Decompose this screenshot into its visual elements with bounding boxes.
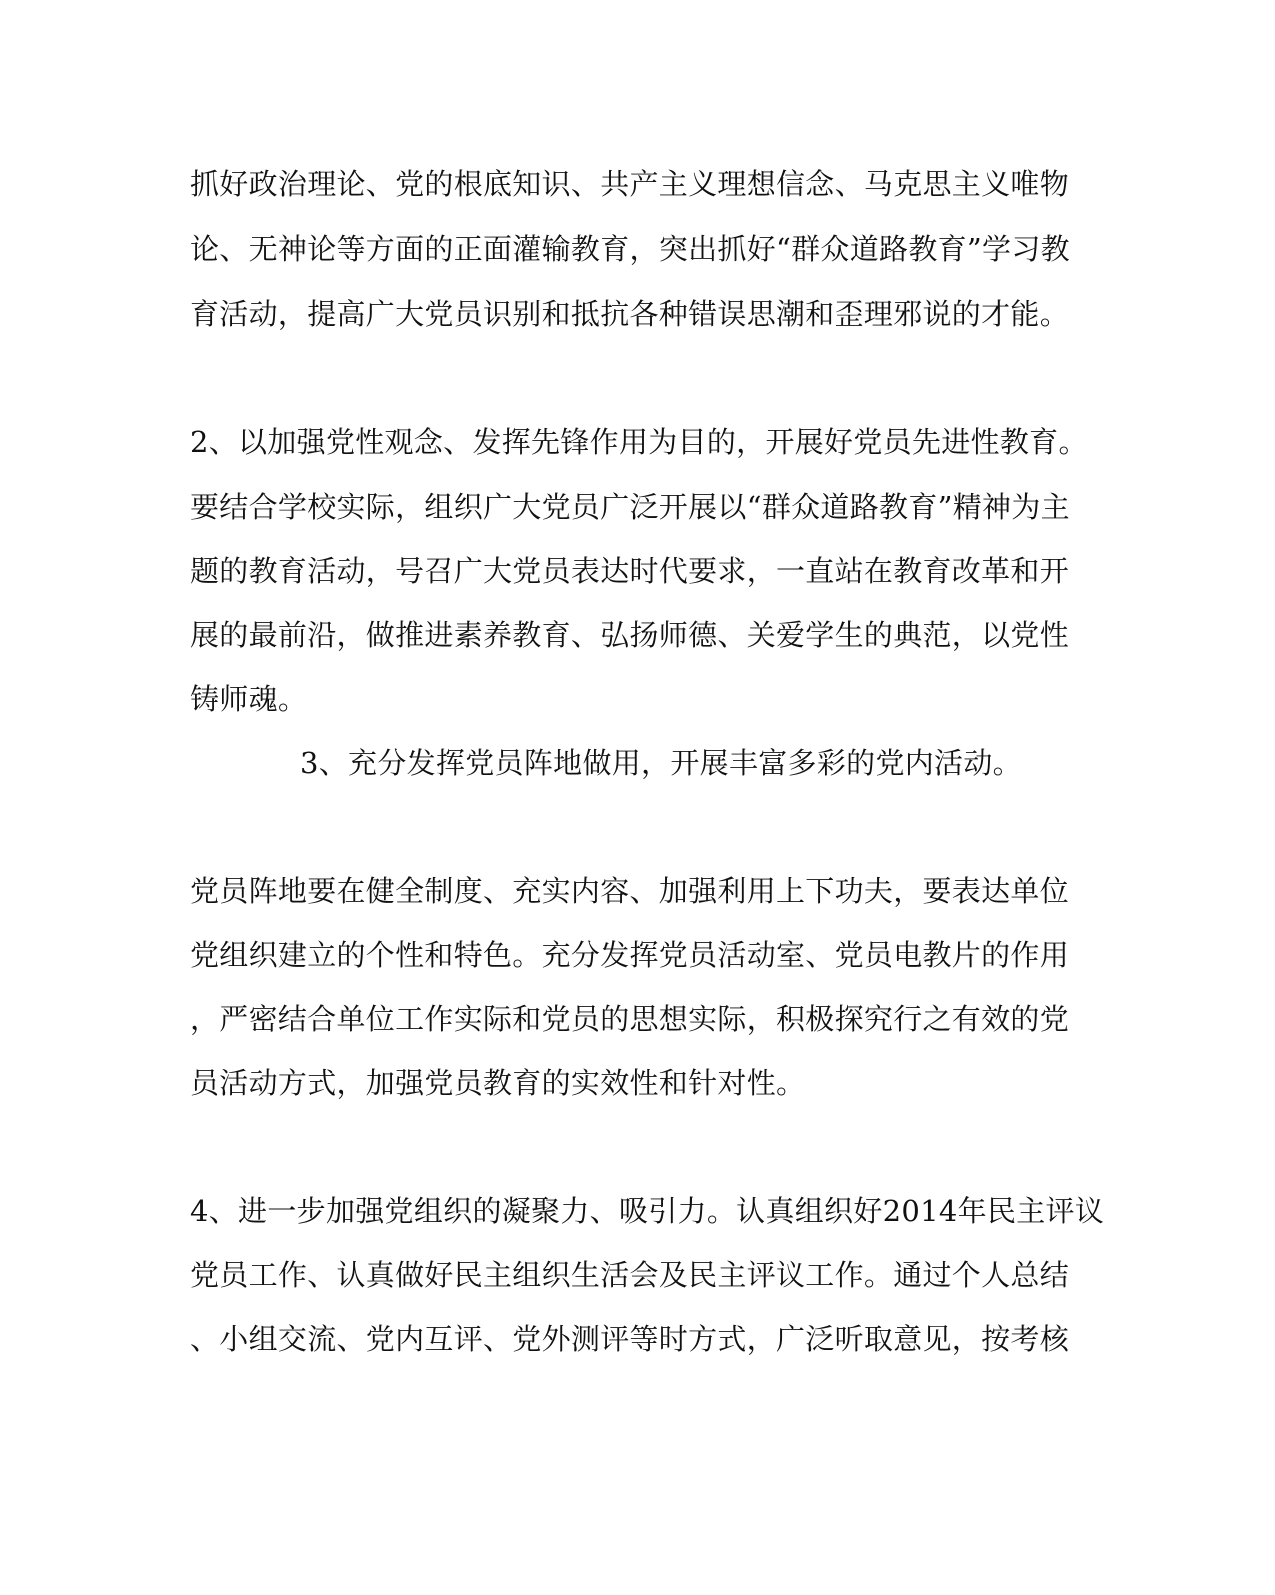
text-line: 2、以加强党性观念、发挥先锋作用为目的，开展好党员先进性教育。 [190,425,1088,459]
text-line: 论、无神论等方面的正面灌输教育，突出抓好“群众道路教育”学习教 [190,232,1070,266]
text-line: 党组织建立的个性和特色。充分发挥党员活动室、党员电教片的作用 [190,938,1070,972]
text-line: 展的最前沿，做推进素养教育、弘扬师德、关爱学生的典范，以党性 [190,618,1070,652]
text-line: ，严密结合单位工作实际和党员的思想实际，积极探究行之有效的党 [190,1002,1070,1036]
text-line: 铸师魂。 [190,682,308,716]
text-line: 、小组交流、党内互评、党外测评等时方式，广泛听取意见，按考核 [190,1322,1070,1356]
text-line: 4、进一步加强党组织的凝聚力、吸引力。认真组织好2014年民主评议 [190,1194,1105,1228]
text-line: 员活动方式，加强党员教育的实效性和针对性。 [190,1066,806,1100]
text-line: 育活动，提高广大党员识别和抵抗各种错误思潮和歪理邪说的才能。 [190,297,1070,331]
section-heading: 3、充分发挥党员阵地做用，开展丰富多彩的党内活动。 [300,746,1022,780]
text-line: 党员阵地要在健全制度、充实内容、加强利用上下功夫，要表达单位 [190,874,1070,908]
text-line: 党员工作、认真做好民主组织生活会及民主评议工作。通过个人总结 [190,1258,1070,1292]
text-line: 要结合学校实际，组织广大党员广泛开展以“群众道路教育”精神为主 [190,490,1070,524]
text-line: 抓好政治理论、党的根底知识、共产主义理想信念、马克思主义唯物 [190,167,1070,201]
text-line: 题的教育活动，号召广大党员表达时代要求，一直站在教育改革和开 [190,554,1070,588]
